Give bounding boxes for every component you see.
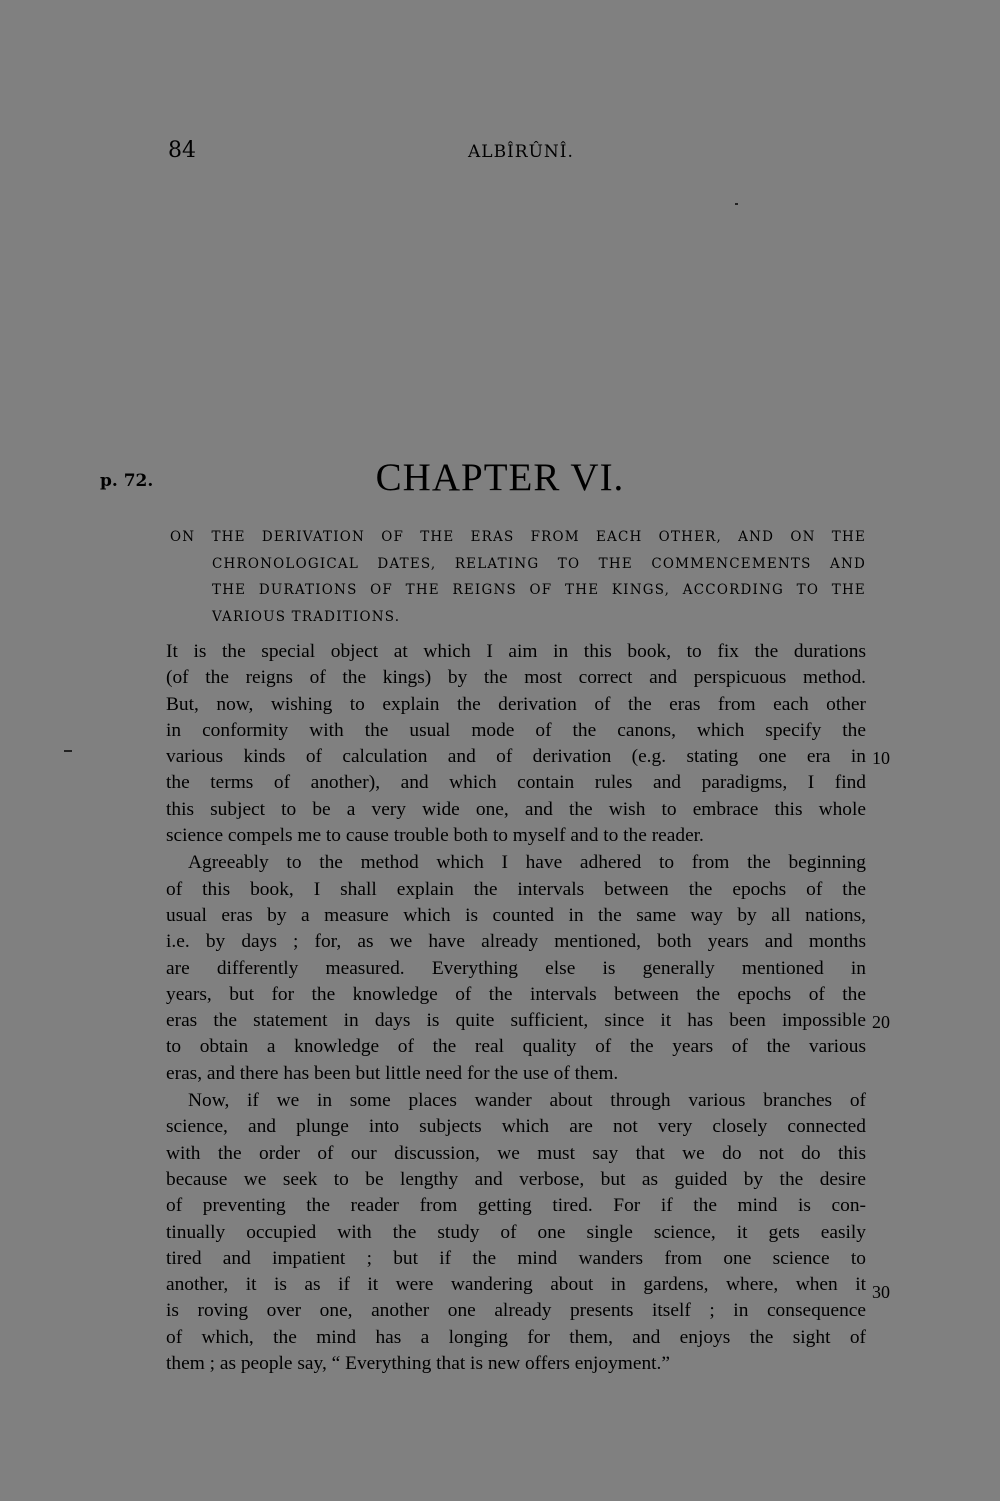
subtitle-line: CHRONOLOGICAL DATES, RELATING TO THE COMMENCEMENTS AND (212, 555, 866, 572)
text-line: various kinds of calculation and of derivation (e.g. stating one era in (166, 746, 866, 768)
print-speck (64, 750, 72, 752)
paragraph (166, 850, 866, 1087)
text-line: i.e. by days ; for, as we have already mentioned, both years and months (166, 931, 866, 953)
text-line: (of the reigns of the kings) by the most correct and perspicuous method. (166, 667, 866, 689)
text-line: because we seek to be lengthy and verbose, but as guided by the desire (166, 1168, 866, 1190)
text-line: science compels me to cause trouble both to myself and to the reader. (166, 825, 704, 847)
text-line: are differently measured. Everything else is generally mentioned in (166, 957, 866, 979)
text-line: to obtain a knowledge of the real quality of the years of the various (166, 1036, 866, 1058)
subtitle-line: THE DURATIONS OF THE REIGNS OF THE KINGS, ACCORDING TO THE (212, 582, 866, 599)
text-line: tinually occupied with the study of one single science, it gets easily (166, 1221, 866, 1243)
running-head: ALBÎRÛNÎ. (468, 142, 574, 162)
chapter-subtitle (170, 524, 866, 630)
text-line: science, and plunge into subjects which are not very closely connected (166, 1116, 866, 1138)
text-line: It is the special object at which I aim in this book, to fix the durations (166, 641, 866, 662)
text-line: But, now, wishing to explain the derivation of the eras from each other (166, 693, 866, 715)
page-number: 84 (168, 138, 196, 163)
text-line: of preventing the reader from getting tired. For if the mind is con- (166, 1195, 866, 1217)
text-line: tired and impatient ; but if the mind wanders from one science to (166, 1247, 866, 1269)
text-line: another, it is as if it were wandering about in gardens, where, when it (166, 1274, 866, 1296)
text-line: in conformity with the usual mode of the canons, which specify the (166, 719, 866, 741)
text-line: this subject to be a very wide one, and the wish to embrace this whole (166, 798, 866, 820)
text-line: them ; as people say, “ Everything that is new offers enjoyment.” (166, 1353, 671, 1375)
text-line: of which, the mind has a longing for them, and enjoys the sight of (166, 1326, 866, 1348)
text-line: years, but for the knowledge of the intervals between the epochs of the (166, 983, 866, 1005)
line-number: 10 (872, 748, 890, 768)
text-line: eras, and there has been but little need for the use of them. (166, 1062, 619, 1084)
paragraph (166, 639, 866, 849)
text-line: usual eras by a measure which is counted in the same way by all nations, (166, 904, 866, 926)
paragraph (166, 1088, 866, 1377)
text-line: Agreeably to the method which I have adhered to from the beginning (188, 852, 866, 874)
line-number: 30 (872, 1282, 890, 1302)
chapter-title: CHAPTER VI. (375, 456, 625, 499)
body-text (166, 639, 866, 1377)
text-line: of this book, I shall explain the intervals between the epochs of the (166, 878, 866, 900)
text-line: with the order of our discussion, we must say that we do not do this (166, 1142, 866, 1164)
text-line: is roving over one, another one already presents itself ; in consequence (166, 1300, 866, 1322)
subtitle-line: ON THE DERIVATION OF THE ERAS FROM EACH OTHER, AND ON THE (170, 529, 866, 545)
line-number: 20 (872, 1012, 890, 1032)
subtitle-line: VARIOUS TRADITIONS. (212, 608, 401, 625)
print-speck (735, 203, 738, 205)
text-line: the terms of another), and which contain rules and paradigms, I find (166, 772, 866, 794)
margin-page-reference: p. 72. (100, 471, 154, 491)
text-line: eras the statement in days is quite sufficient, since it has been impossible (166, 1010, 866, 1032)
text-line: Now, if we in some places wander about through various branches of (188, 1090, 866, 1112)
